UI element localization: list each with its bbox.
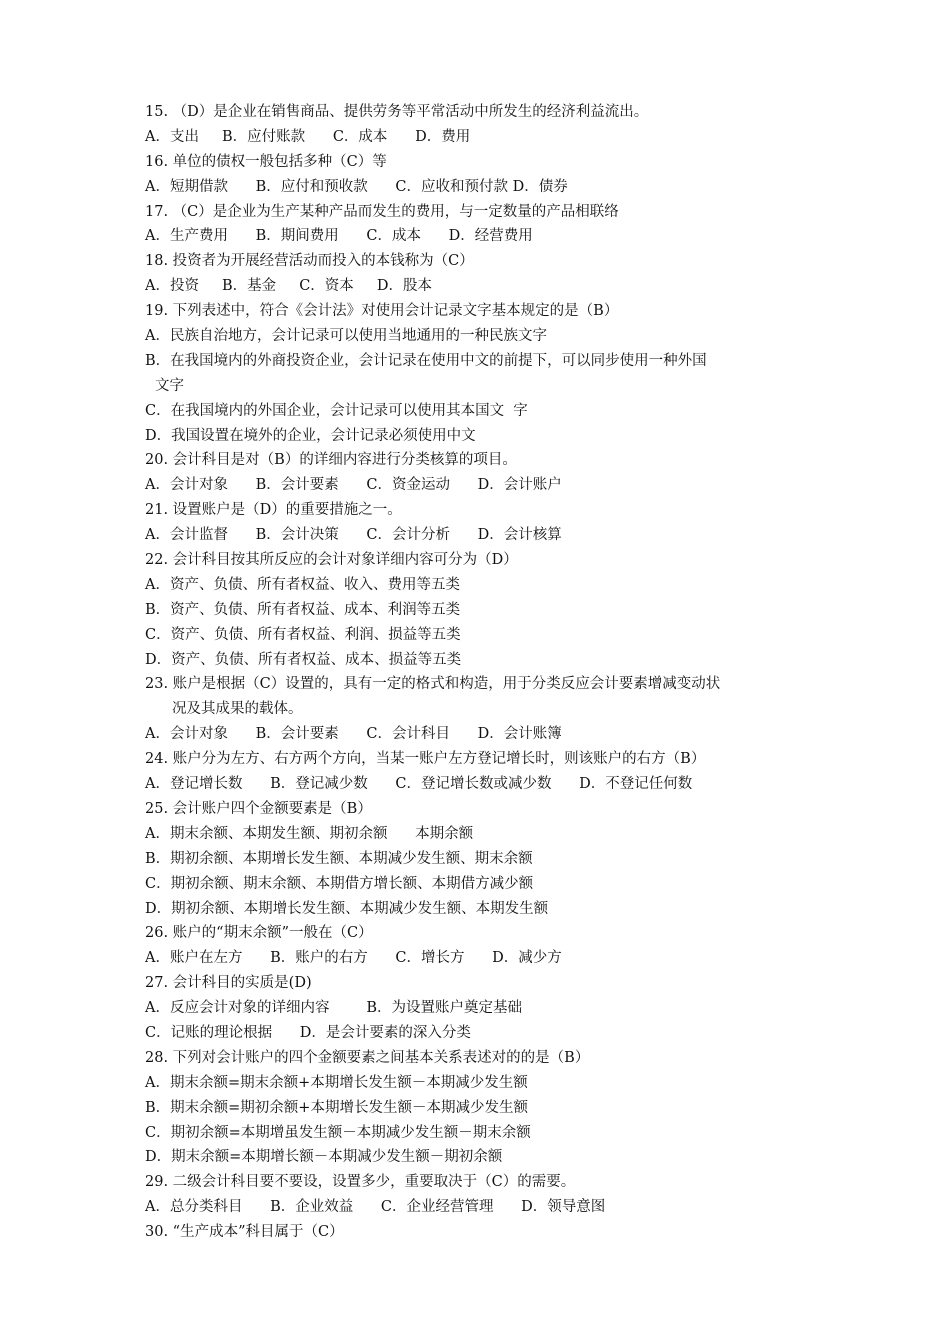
question-line: 28. 下列对会计账户的四个金额要素之间基本关系表述对的的是（B） <box>145 1049 590 1066</box>
answer-options-line: B．在我国境内的外商投资企业，会计记录在使用中文的前提下，可以同步使用一种外国 <box>145 352 707 369</box>
answer-options-line: A．总分类科目 B．企业效益 C．企业经营管理 D．领导意图 <box>145 1199 606 1216</box>
question-line: 20. 会计科目是对（B）的详细内容进行分类核算的项目。 <box>145 452 517 469</box>
answer-options-line: C．期初余额、期末余额、本期借方增长额、本期借方减少额 <box>145 875 534 892</box>
answer-options-line: B．资产、负债、所有者权益、成本、利润等五类 <box>145 601 461 618</box>
answer-options-line: D．我国设置在境外的企业，会计记录必须使用中文 <box>145 427 476 444</box>
answer-options-line: A．会计监督 B．会计决策 C．会计分析 D．会计核算 <box>145 527 562 544</box>
answer-options-line: A．资产、负债、所有者权益、收入、费用等五类 <box>145 576 460 593</box>
answer-options-line: B．期初余额、本期增长发生额、本期减少发生额、期末余额 <box>145 850 533 867</box>
question-line: 27. 会计科目的实质是(D) <box>145 975 312 992</box>
answer-options-line: A．短期借款 B．应付和预收款 C．应收和预付款 D．债券 <box>145 178 568 195</box>
answer-options-line: B．期末余额=期初余额+本期增长发生额－本期减少发生额 <box>145 1099 528 1116</box>
question-line: 19. 下列表述中，符合《会计法》对使用会计记录文字基本规定的是（B） <box>145 303 619 320</box>
question-line: 29. 二级会计科目要不要设，设置多少，重要取决于（C）的需要。 <box>145 1174 576 1191</box>
answer-options-line: D．期初余额、本期增长发生额、本期减少发生额、本期发生额 <box>145 900 549 917</box>
answer-options-line: A．期末余额=期末余额+本期增长发生额－本期减少发生额 <box>145 1074 528 1091</box>
answer-options-line: A．生产费用 B．期间费用 C．成本 D．经营费用 <box>145 228 533 245</box>
answer-options-line: D．期末余额=本期增长额－本期减少发生额－期初余额 <box>145 1149 503 1166</box>
answer-options-line: C．在我国境内的外国企业，会计记录可以使用其本国文 字 <box>145 402 528 419</box>
document-body <box>145 100 825 1245</box>
question-line: 25. 会计账户四个金额要素是（B） <box>145 800 372 817</box>
question-line: 15. （D）是企业在销售商品、提供劳务等平常活动中所发生的经济利益流出。 <box>145 104 649 120</box>
answer-options-line: C．期初余额=本期增虽发生额－本期减少发生额－期末余额 <box>145 1124 531 1141</box>
answer-options-line: C．记账的理论根据 D．是会计要素的深入分类 <box>145 1024 471 1041</box>
answer-options-line: A．支出 B．应付账款 C．成本 D．费用 <box>145 128 471 145</box>
question-line: 23. 账户是根据（C）设置的，具有一定的格式和构造，用于分类反应会计要素增减变动状 <box>145 676 721 693</box>
answer-options-line: A．会计对象 B．会计要素 C．资金运动 D．会计账户 <box>145 477 562 494</box>
question-line: 24. 账户分为左方、右方两个方向，当某一账户左方登记增长时，则该账户的右方（B） <box>145 751 706 768</box>
answer-options-line: A．期末余额、本期发生额、期初余额 本期余额 <box>145 825 474 842</box>
answer-options-line: D．资产、负债、所有者权益、成本、损益等五类 <box>145 651 462 668</box>
question-line: 26. 账户的“期末余额”一般在（C） <box>145 925 373 942</box>
question-line: 17. （C）是企业为生产某种产品而发生的费用，与一定数量的产品相联络 <box>145 203 619 220</box>
answer-options-line: A．民族自治地方，会计记录可以使用当地通用的一种民族文字 <box>145 328 547 345</box>
answer-options-line: A．反应会计对象的详细内容 B．为设置账户奠定基础 <box>145 1000 522 1017</box>
answer-options-line: A．会计对象 B．会计要素 C．会计科目 D．会计账簿 <box>145 726 562 743</box>
answer-options-line: A．账户在左方 B．账户的右方 C．增长方 D．减少方 <box>145 950 562 967</box>
question-line: 18. 投资者为开展经营活动而投入的本钱称为（C） <box>145 253 474 270</box>
answer-options-line: A．登记增长数 B．登记减少数 C．登记增长数或减少数 D．不登记任何数 <box>145 776 693 793</box>
continuation-line: 况及其成果的载体。 <box>172 701 303 718</box>
answer-options-line: C．资产、负债、所有者权益、利润、损益等五类 <box>145 626 461 643</box>
answer-options-line: A．投资 B．基金 C．资本 D．股本 <box>145 278 432 295</box>
question-line: 21. 设置账户是（D）的重要措施之一。 <box>145 502 402 519</box>
question-line: 30. “生产成本”科目属于（C） <box>145 1224 344 1241</box>
continuation-line: 文字 <box>155 377 184 394</box>
question-line: 16. 单位的债权一般包括多种（C）等 <box>145 153 387 170</box>
question-line: 22. 会计科目按其所反应的会计对象详细内容可分为（D） <box>145 552 518 569</box>
